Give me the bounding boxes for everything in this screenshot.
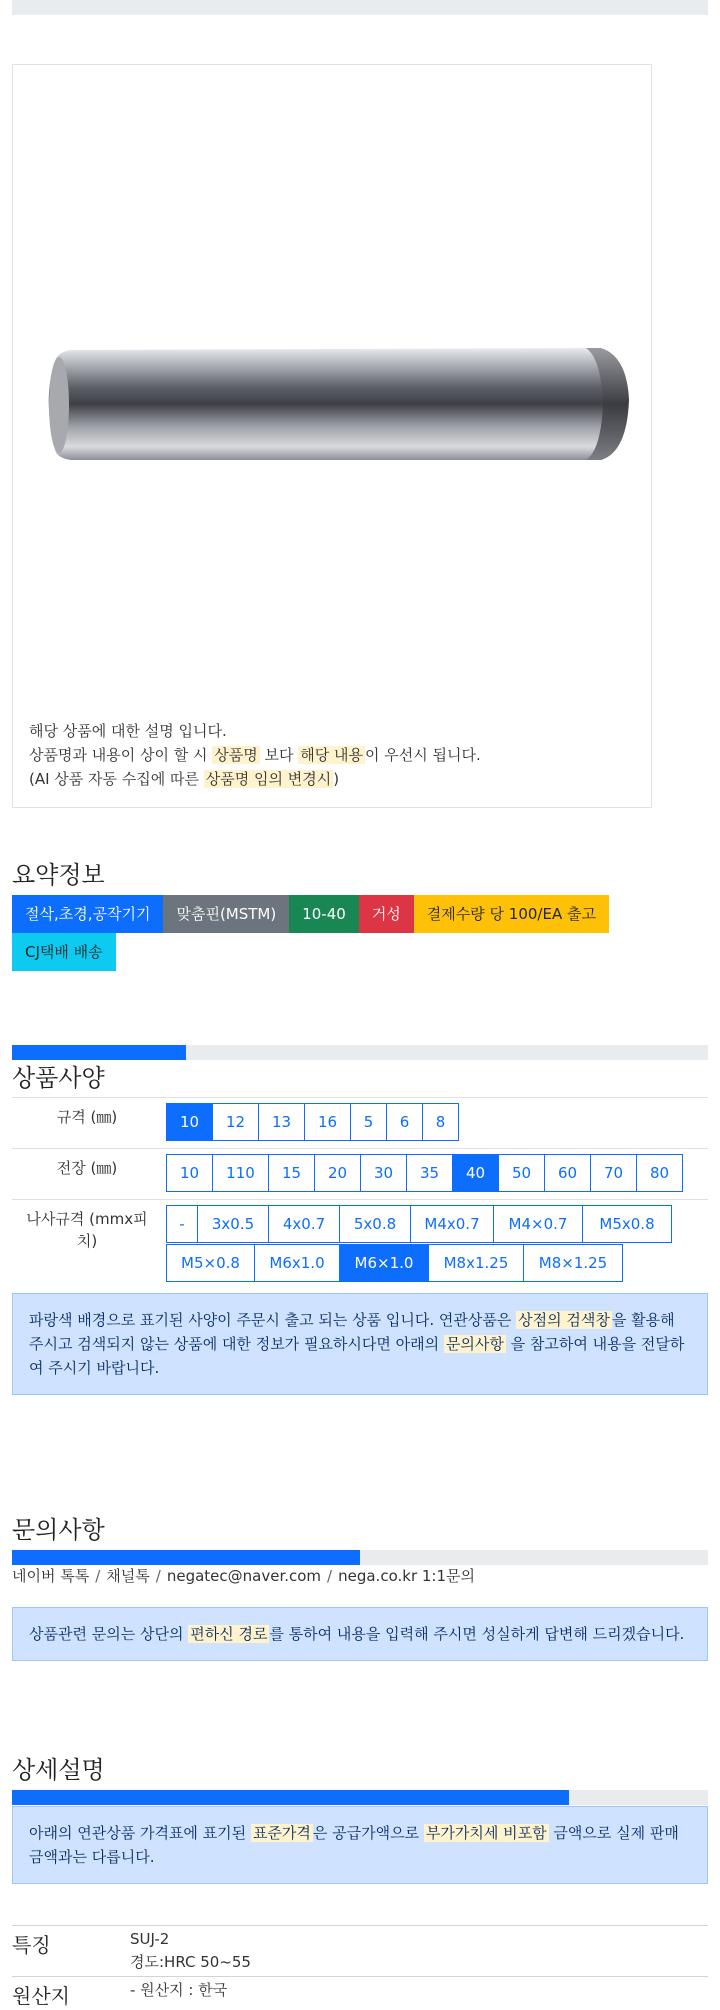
inquiry-notice (12, 1607, 708, 1661)
notice-text: 을 활용해 주시고 검색되지 않는 상품에 대한 정보가 필요하시다면 아래의 (29, 1311, 675, 1353)
contact-email[interactable]: negatec@naver.com (166, 1567, 322, 1585)
desc-text: ) (333, 770, 340, 788)
badge-product-type: 맞춤핀(MSTM) (163, 895, 289, 933)
option-button[interactable]: 80 (636, 1154, 683, 1192)
separator: / (155, 1567, 161, 1585)
option-button[interactable]: 40 (452, 1154, 499, 1192)
option-button[interactable]: 30 (360, 1154, 407, 1192)
desc-text: 이 우선시 됩니다. (364, 746, 481, 764)
desc-line-1: 해당 상품에 대한 설명 입니다. (29, 722, 227, 740)
spec-options (162, 1200, 708, 1294)
separator: / (327, 1567, 333, 1585)
spec-options (162, 1098, 708, 1149)
contact-links (12, 1565, 475, 1586)
spec-notice (12, 1293, 708, 1395)
notice-text: 파랑색 배경으로 표기된 사양이 주문시 출고 되는 상품 입니다. 연관상품은 (29, 1311, 517, 1329)
product-image-card (12, 64, 652, 808)
spec-label: 규격 (㎜) (12, 1098, 162, 1149)
option-button[interactable]: M4×0.7 (493, 1205, 583, 1243)
option-button[interactable]: 16 (304, 1103, 351, 1141)
contact-website[interactable]: nega.co.kr 1:1문의 (338, 1567, 475, 1585)
desc-text: 보다 (259, 746, 299, 764)
badge-category: 절삭,초경,공작기기 (12, 895, 163, 933)
notice-highlight: 상점의 검색창 (518, 1311, 610, 1329)
spec-row-length (12, 1149, 708, 1200)
badge-shipping: CJ택배 배송 (12, 933, 116, 971)
option-button[interactable]: M8×1.25 (523, 1244, 623, 1282)
spec-row-thread (12, 1200, 708, 1294)
option-button[interactable]: 3x0.5 (197, 1205, 269, 1243)
option-button[interactable]: M6x1.0 (254, 1244, 340, 1282)
option-button[interactable]: 15 (268, 1154, 315, 1192)
spec-label: 전장 (㎜) (12, 1149, 162, 1200)
option-button[interactable]: 4x0.7 (268, 1205, 340, 1243)
option-button[interactable]: 5 (350, 1103, 387, 1141)
spec-title: 상품사양 (12, 1064, 105, 1092)
option-button[interactable]: 35 (406, 1154, 453, 1192)
option-button[interactable]: 10 (166, 1154, 213, 1192)
option-button[interactable]: 50 (498, 1154, 545, 1192)
option-button[interactable]: - (166, 1205, 198, 1243)
product-image (41, 300, 641, 500)
detail-progress-fill (12, 1790, 569, 1805)
spec-options (162, 1149, 708, 1200)
detail-notice (12, 1806, 708, 1884)
option-button[interactable]: 110 (212, 1154, 269, 1192)
badge-quantity: 결제수량 당 100/EA 출고 (414, 895, 609, 933)
desc-highlight: 해당 내용 (300, 746, 363, 764)
feature-material: SUJ-2 (130, 1930, 170, 1948)
feature-value (130, 1926, 708, 1977)
notice-text: 아래의 연관상품 가격표에 표기된 (29, 1824, 251, 1842)
notice-highlight: 표준가격 (252, 1824, 311, 1842)
separator: / (95, 1567, 101, 1585)
inquiry-progress-fill (12, 1550, 360, 1565)
notice-text: 금액으로 실제 판매금액과는 다릅니다. (29, 1824, 679, 1866)
detail-title: 상세설명 (12, 1756, 105, 1784)
notice-highlight: 편하신 경로 (190, 1625, 268, 1643)
inquiry-progress-bar (12, 1550, 708, 1565)
option-button[interactable]: 5x0.8 (339, 1205, 411, 1243)
summary-title: 요약정보 (12, 861, 105, 889)
spec-progress-bar (12, 1045, 708, 1060)
feature-row (12, 1926, 708, 1977)
contact-channel-talk[interactable]: 채널톡 (106, 1567, 150, 1585)
option-button[interactable]: 60 (544, 1154, 591, 1192)
badge-size-range: 10-40 (289, 895, 359, 933)
spec-row-size (12, 1098, 708, 1149)
notice-highlight: 부가가치세 비포함 (425, 1824, 547, 1842)
contact-naver-talk[interactable]: 네이버 톡톡 (12, 1567, 90, 1585)
option-button[interactable]: 8 (422, 1103, 459, 1141)
desc-text: 상품명과 내용이 상이 할 시 (29, 746, 213, 764)
summary-badges (12, 895, 632, 971)
spec-label: 나사규격 (mmx피치) (12, 1200, 162, 1294)
top-progress-bar (12, 0, 708, 15)
detail-progress-bar (12, 1790, 708, 1805)
spec-table (12, 1097, 708, 1294)
desc-highlight: 상품명 (214, 746, 258, 764)
option-button[interactable]: M8x1.25 (428, 1244, 524, 1282)
option-button[interactable]: 12 (212, 1103, 259, 1141)
inquiry-title: 문의사항 (12, 1516, 105, 1544)
option-button[interactable]: M6×1.0 (339, 1244, 429, 1282)
option-button[interactable]: M4x0.7 (410, 1205, 494, 1243)
notice-text: 상품관련 문의는 상단의 (29, 1625, 189, 1643)
feature-table (12, 1925, 708, 2010)
notice-text: 은 공급가액으로 (312, 1824, 424, 1842)
desc-highlight: 상품명 임의 변경시 (205, 770, 332, 788)
notice-text: 을 참고하여 내용을 전달하여 주시기 바랍니다. (29, 1335, 685, 1377)
option-button[interactable]: 70 (590, 1154, 637, 1192)
desc-text: (AI 상품 자동 수집에 따른 (29, 770, 204, 788)
image-description (29, 719, 639, 791)
origin-value: - 원산지 : 한국 (130, 1977, 708, 2010)
origin-label: 원산지 (12, 1977, 130, 2010)
option-button[interactable]: M5×0.8 (166, 1244, 255, 1282)
feature-label: 특징 (12, 1926, 130, 1977)
option-button[interactable]: 20 (314, 1154, 361, 1192)
notice-text: 를 통하여 내용을 입력해 주시면 성실하게 답변해 드리겠습니다. (269, 1625, 685, 1643)
origin-row (12, 1977, 708, 2010)
option-button[interactable]: 6 (386, 1103, 423, 1141)
option-button[interactable]: 10 (166, 1103, 213, 1141)
notice-highlight: 문의사항 (445, 1335, 504, 1353)
feature-hardness: 경도:HRC 50~55 (130, 1953, 251, 1971)
option-button[interactable]: M5x0.8 (582, 1205, 672, 1243)
badge-brand: 거성 (359, 895, 414, 933)
option-button[interactable]: 13 (258, 1103, 305, 1141)
